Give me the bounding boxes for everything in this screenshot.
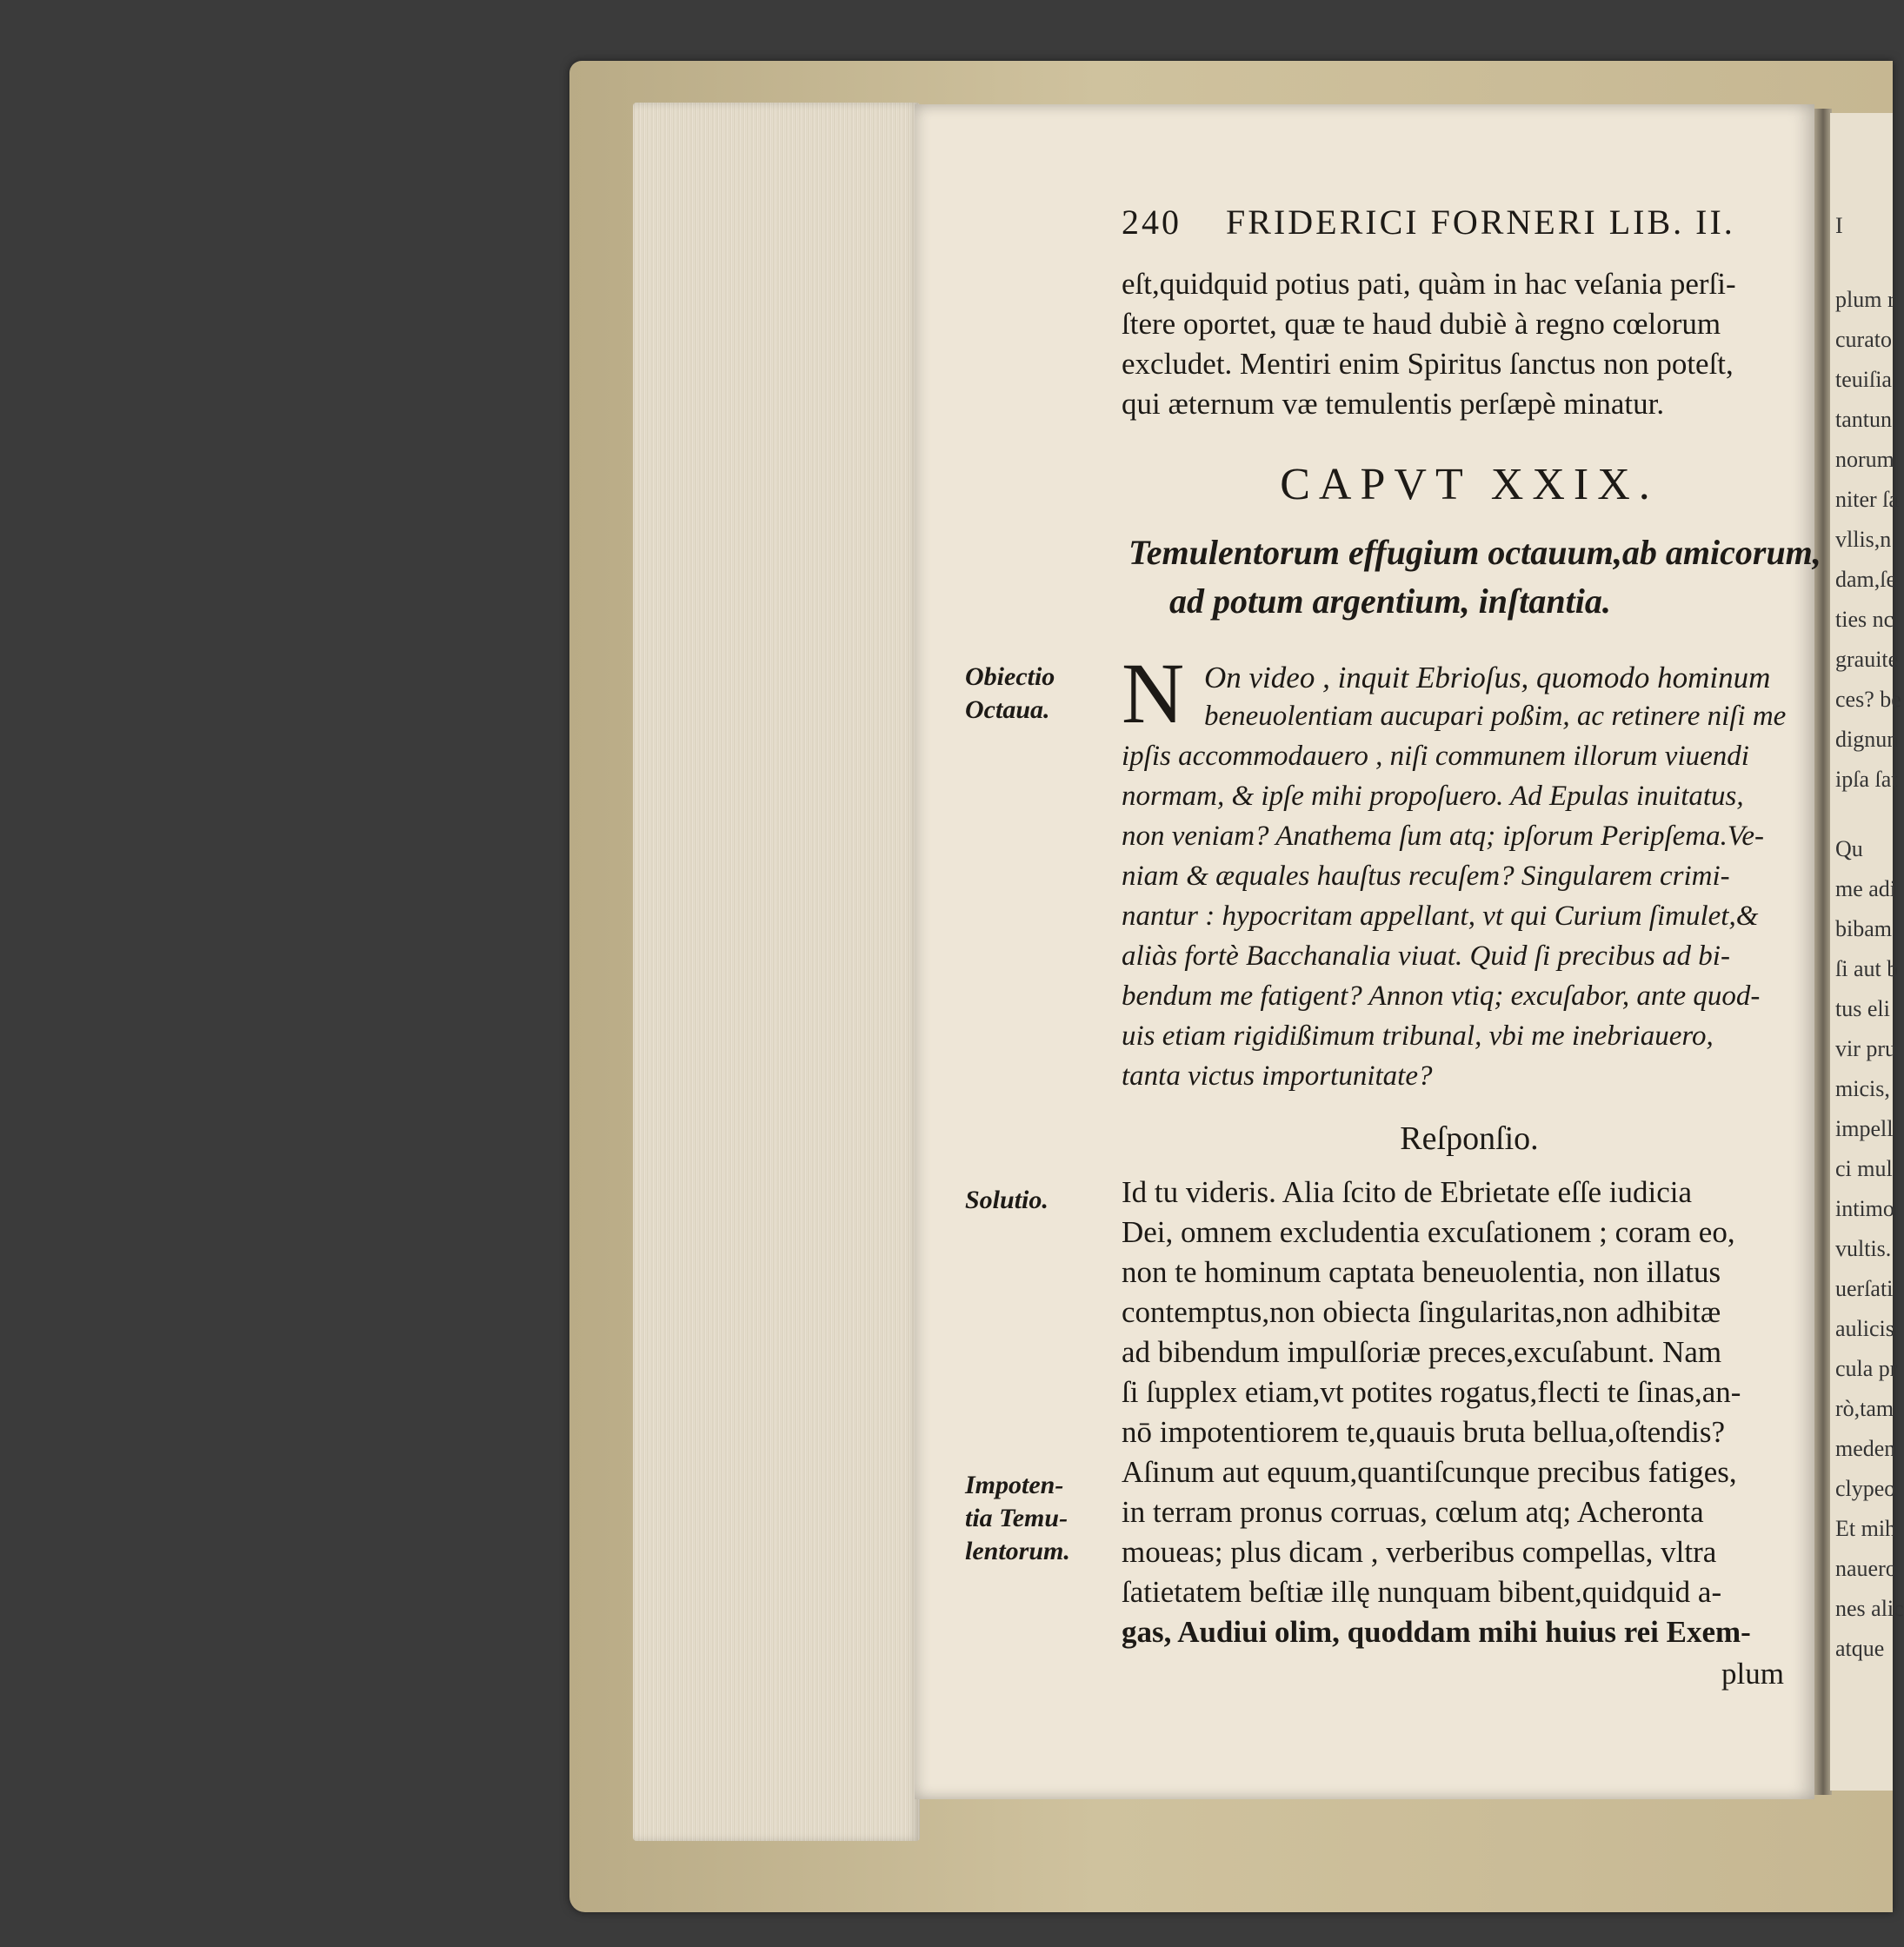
facing-page-fragment: impell (1835, 1116, 1894, 1141)
intro-line: ſtere oportet, quæ te haud dubiè à regno cœlorum (1122, 307, 1721, 341)
marginal-note-line: tia Temu- (965, 1504, 1069, 1532)
facing-page-fragment: atque (1835, 1636, 1885, 1661)
response-line: ſatietatem beſtiæ illę nunquam bibent,quidquid a- (1122, 1575, 1722, 1609)
chapter-subtitle-line: Temulentorum effugium octauum,ab amicorum, (1128, 533, 1821, 572)
objection-line: ipſis accommodauero , niſi communem illorum viuendi (1122, 741, 1749, 772)
response-heading: Reſponſio. (1400, 1120, 1539, 1157)
facing-page-fragment: cula pr (1835, 1356, 1898, 1381)
response-line: moueas; plus dicam , verberibus compellas, vltra (1122, 1535, 1717, 1569)
response-line: gas, Audiui olim, quoddam mihi huius rei Exem- (1122, 1615, 1751, 1649)
facing-page-fragment: dignun (1835, 727, 1899, 752)
facing-page-fragment: vultis. (1835, 1236, 1892, 1261)
facing-page-fragment: uerſati (1835, 1276, 1894, 1301)
response-line: ad bibendum impulſoriæ preces,excuſabunt. Nam (1122, 1335, 1722, 1369)
running-header (1122, 202, 1808, 243)
facing-page-fragment: meden (1835, 1436, 1896, 1461)
facing-page-fragment: clypeo (1835, 1476, 1896, 1501)
objection-line: On video , inquit Ebrioſus, quomodo hominum (1204, 661, 1771, 694)
marginal-note-line: Solutio. (965, 1186, 1049, 1214)
response-line: contemptus,non obiecta ſingularitas,non adhibitæ (1122, 1295, 1721, 1329)
marginal-note-solution (965, 1184, 1095, 1217)
response-line: non te hominum captata beneuolentia, non illatus (1122, 1255, 1721, 1289)
facing-page-fragment: micis, (1835, 1076, 1890, 1101)
page-edges (633, 103, 920, 1841)
facing-page-fragment: curato (1835, 327, 1892, 352)
response-line: nō impotentiorem te,quauis bruta bellua,oſtendis? (1122, 1415, 1726, 1449)
marginal-note-impotence (965, 1469, 1095, 1568)
facing-page-fragment: ipſa ſat (1835, 767, 1898, 792)
objection-line: tanta victus importunitate? (1122, 1060, 1433, 1092)
page-number: 240 (1122, 203, 1182, 242)
facing-page-fragment: vllis,n (1835, 527, 1892, 552)
intro-line: qui æternum væ temulentis perſæpè minatur. (1122, 387, 1665, 421)
objection-line: aliàs fortè Bacchanalia viuat. Quid ſi precibus ad bi- (1122, 940, 1730, 972)
objection-line: bendum me fatigent? Annon vtiq; excuſabor, ante quod- (1122, 980, 1761, 1012)
objection-line: niam & æquales hauſtus recuſem? Singularem crimi- (1122, 861, 1730, 892)
facing-page-fragment: vir pru (1835, 1036, 1897, 1061)
facing-page-fragment: Qu (1835, 836, 1863, 861)
response-line: ſi ſupplex etiam,vt potites rogatus,flecti te ſinas,an- (1122, 1375, 1741, 1409)
facing-page-fragment: plum r (1835, 287, 1895, 312)
chapter-title: CAPVT XXIX. (1280, 460, 1659, 509)
response-line: Aſinum aut equum,quantiſcunque precibus fatiges, (1122, 1455, 1737, 1489)
facing-page-fragment: dam,ſe (1835, 567, 1897, 592)
intro-line: excludet. Mentiri enim Spiritus ſanctus non poteſt, (1122, 347, 1734, 381)
marginal-note-line: Octaua. (965, 695, 1050, 724)
facing-page-fragment: ces? be (1835, 687, 1901, 712)
objection-line: normam, & ipſe mihi propoſuero. Ad Epulas inuitatus, (1122, 781, 1744, 812)
objection-line: non veniam? Anathema ſum atq; ipſorum Peripſema.Ve- (1122, 821, 1765, 852)
intro-line: eſt,quidquid potius pati, quàm in hac veſania perſi- (1122, 267, 1736, 301)
drop-cap: N (1122, 645, 1185, 741)
objection-line: uis etiam rigidißimum tribunal, vbi me inebriauero, (1122, 1020, 1714, 1052)
response-line: Id tu videris. Alia ſcito de Ebrietate eſſe iudicia (1122, 1175, 1693, 1209)
facing-page (1830, 113, 1904, 1791)
book-gutter (1814, 109, 1832, 1795)
objection-line: nantur : hypocritam appellant, vt qui Curium ſimulet,& (1122, 900, 1759, 932)
objection-line: beneuolentiam aucupari poßim, ac retinere niſi me (1204, 701, 1787, 732)
facing-page-fragment: niter ſa (1835, 487, 1899, 512)
facing-page-fragment: grauite (1835, 647, 1899, 672)
facing-page-fragment: norum (1835, 447, 1894, 472)
facing-page-fragment: Et mih (1835, 1516, 1897, 1541)
catchword: plum (1721, 1657, 1784, 1691)
facing-page-fragment: me adi (1835, 876, 1897, 901)
facing-page-fragment: nes alic (1835, 1596, 1904, 1621)
facing-page-fragment: teuiſia (1835, 367, 1892, 392)
facing-page-fragment: aulicis (1835, 1316, 1894, 1341)
marginal-note-objection (965, 661, 1095, 727)
facing-page-fragment: tantun (1835, 407, 1892, 432)
response-line: Dei, omnem excludentia excuſationem ; coram eo, (1122, 1215, 1735, 1249)
facing-page-fragment: tus eli (1835, 996, 1890, 1021)
marginal-note-line: Impoten- (965, 1471, 1064, 1499)
facing-page-fragment: ties nc (1835, 607, 1894, 632)
facing-page-fragment: ſi aut b (1835, 956, 1899, 981)
marginal-note-line: Obiectio (965, 662, 1055, 691)
facing-page-fragment: intimo (1835, 1196, 1894, 1221)
facing-page-fragment: bibam (1835, 916, 1892, 941)
facing-page-fragment: nauero (1835, 1556, 1897, 1581)
response-line: in terram pronus corruas, cœlum atq; Acheronta (1122, 1495, 1704, 1529)
facing-page-fragment: ci mul (1835, 1156, 1893, 1181)
facing-page-fragment: rò,tam (1835, 1396, 1894, 1421)
running-title: FRIDERICI FORNERI LIB. II. (1226, 203, 1735, 242)
chapter-subtitle-line: ad potum argentium, inſtantia. (1169, 581, 1611, 621)
facing-page-fragment: I (1835, 213, 1843, 238)
marginal-note-line: lentorum. (965, 1537, 1070, 1565)
